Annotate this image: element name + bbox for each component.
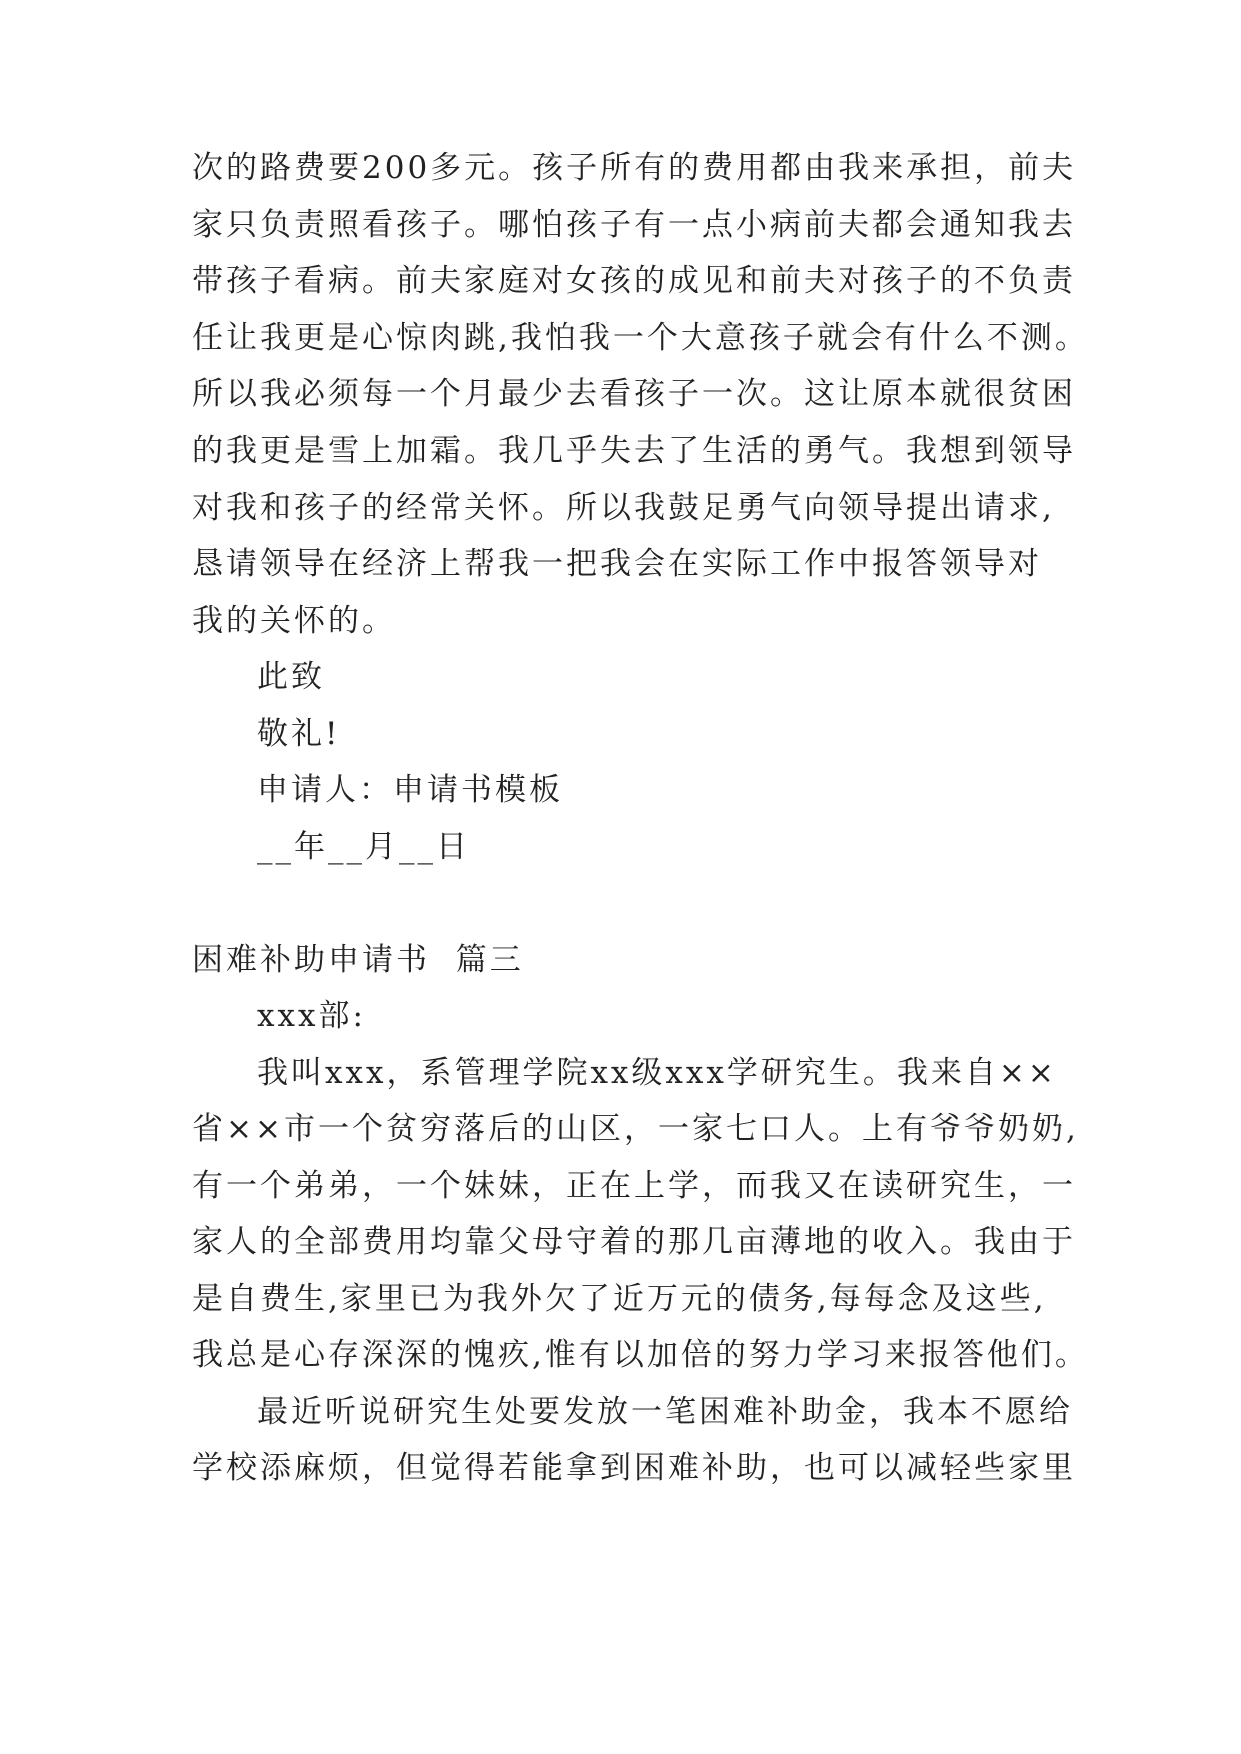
body-text-line: 任让我更是心惊肉跳,我怕我一个大意孩子就会有什么不测。 xyxy=(192,320,1089,356)
body-text-line: 最近听说研究生处要发放一笔困难补助金，我本不愿给 xyxy=(257,1394,1073,1430)
body-text-line: 我的关怀的。 xyxy=(192,603,396,639)
body-text-line: 次的路费要200多元。孩子所有的费用都由我来承担，前夫 xyxy=(192,150,1077,186)
applicant-signature: 申请人：申请书模板 xyxy=(257,772,563,808)
section-title: 困难补助申请书 篇三 xyxy=(192,942,524,978)
body-text-line: 对我和孩子的经常关怀。所以我鼓足勇气向领导提出请求, xyxy=(192,490,1055,526)
body-text-line: 家人的全部费用均靠父母守着的那几亩薄地的收入。我由于 xyxy=(192,1224,1076,1260)
body-text-line: 学校添麻烦，但觉得若能拿到困难补助，也可以减轻些家里 xyxy=(192,1450,1076,1486)
body-text-line: 家只负责照看孩子。哪怕孩子有一点小病前夫都会通知我去 xyxy=(192,207,1076,243)
date-line: __年__月__日 xyxy=(257,829,470,865)
body-text-line: 我叫xxx，系管理学院xx级xxx学研究生。我来自×× xyxy=(257,1055,1057,1091)
body-text-line: 有一个弟弟，一个妹妹，正在上学，而我又在读研究生，一 xyxy=(192,1168,1076,1204)
body-text-line: 我总是心存深深的愧疚,惟有以加倍的努力学习来报答他们。 xyxy=(192,1337,1089,1373)
addressee: xxx部: xyxy=(257,998,366,1034)
body-text-line: 省××市一个贫穷落后的山区，一家七口人。上有爷爷奶奶, xyxy=(192,1111,1079,1147)
body-text-line: 带孩子看病。前夫家庭对女孩的成见和前夫对孩子的不负责 xyxy=(192,263,1076,299)
body-text-line: 所以我必须每一个月最少去看孩子一次。这让原本就很贫困 xyxy=(192,376,1076,412)
body-text-line: 的我更是雪上加霜。我几乎失去了生活的勇气。我想到领导 xyxy=(192,433,1076,469)
body-text-line: 是自费生,家里已为我外欠了近万元的债务,每每念及这些, xyxy=(192,1281,1047,1317)
body-text-line: 恳请领导在经济上帮我一把我会在实际工作中报答领导对 xyxy=(192,546,1042,582)
closing-salutation: 此致 xyxy=(257,659,325,695)
closing-salutation: 敬礼! xyxy=(257,716,341,752)
